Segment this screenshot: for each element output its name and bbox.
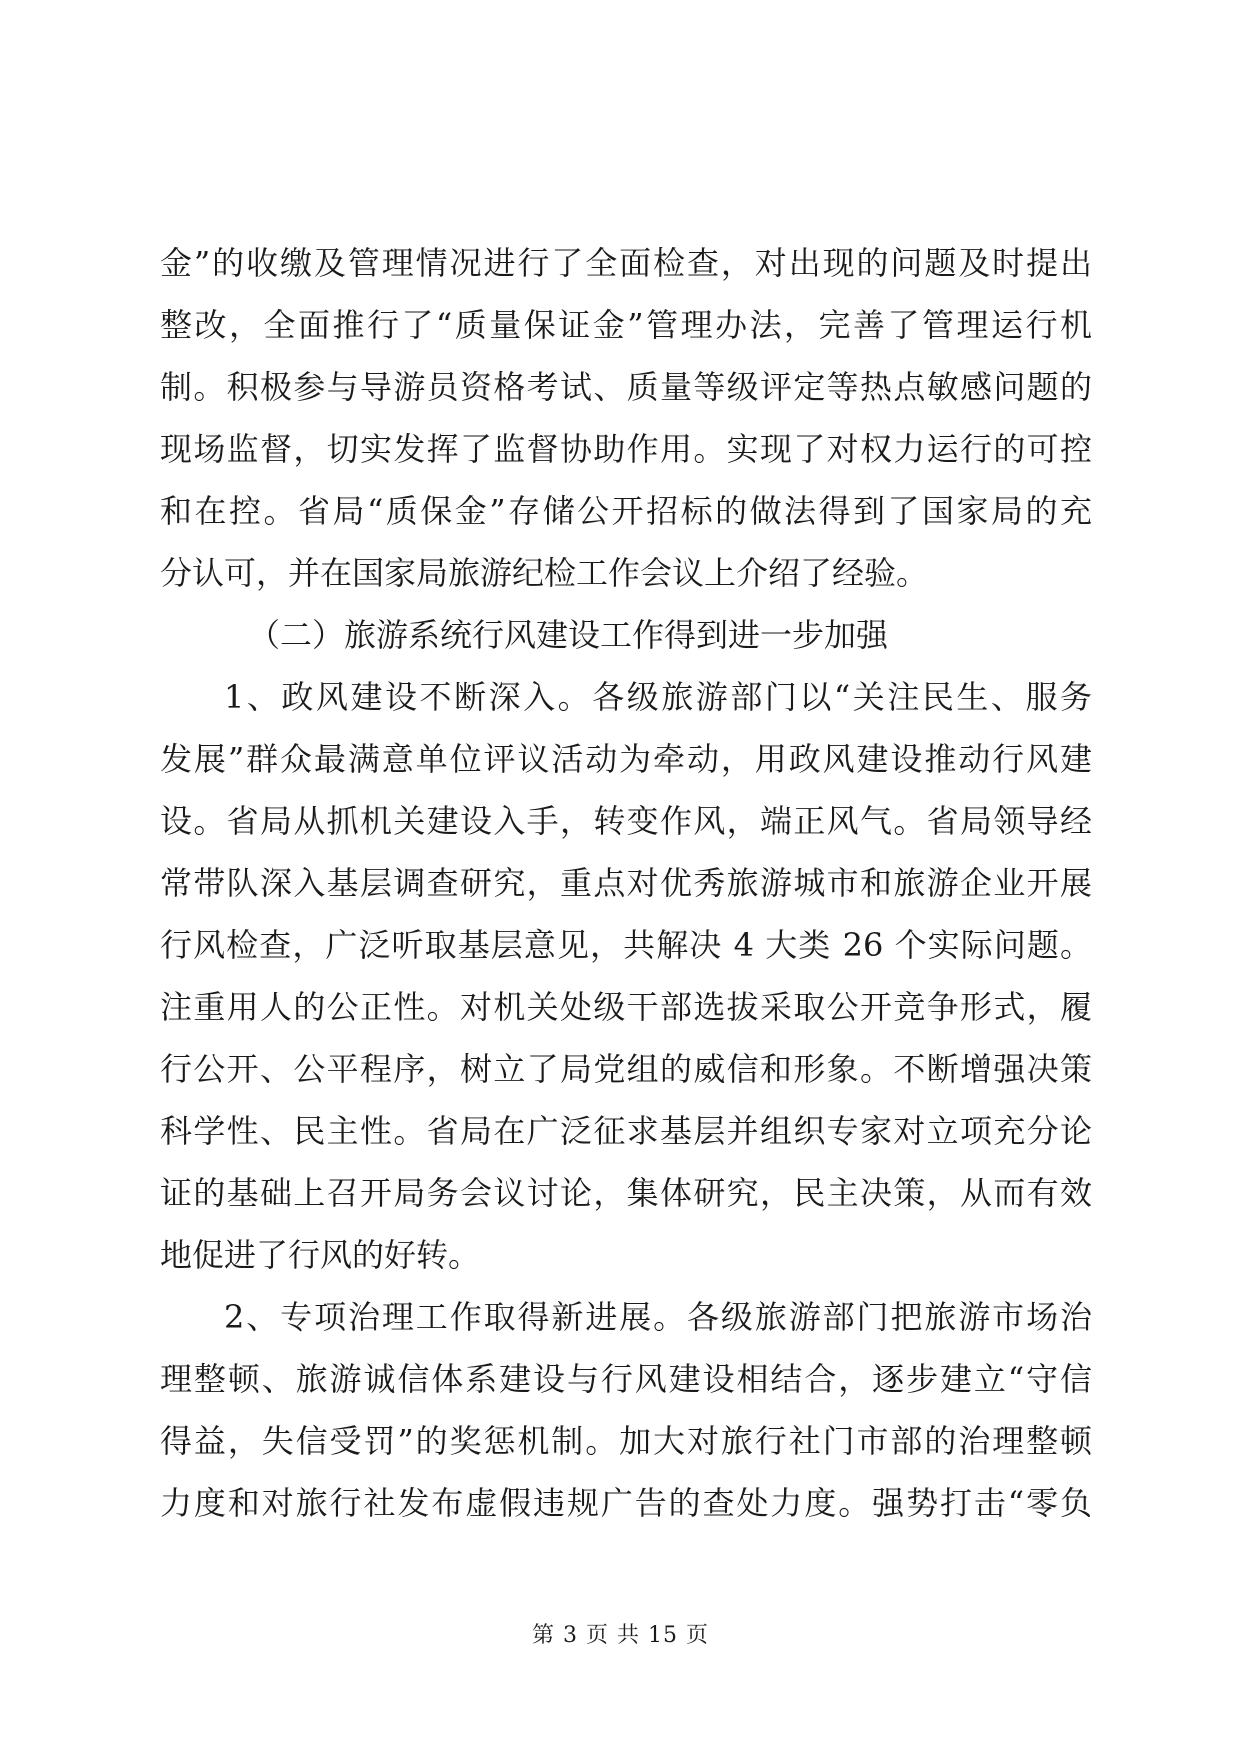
- paragraph-line: 行公开、公平程序，树立了局党组的威信和形象。不断增强决策: [160, 1050, 1092, 1088]
- section-heading: （二）旅游系统行风建设工作得到进一步加强: [248, 616, 889, 654]
- paragraph-line: 整改，全面推行了“质量保证金”管理办法，完善了管理运行机: [160, 306, 1092, 344]
- paragraph-line: 科学性、民主性。省局在广泛征求基层并组织专家对立项充分论: [160, 1112, 1092, 1150]
- paragraph-line: 得益，失信受罚”的奖惩机制。加大对旅行社门市部的治理整顿: [160, 1422, 1092, 1460]
- paragraph-line: 现场监督，切实发挥了监督协助作用。实现了对权力运行的可控: [160, 430, 1092, 468]
- page-number-footer: 第 3 页 共 15 页: [532, 1623, 709, 1648]
- paragraph-line: 常带队深入基层调查研究，重点对优秀旅游城市和旅游企业开展: [160, 864, 1092, 902]
- paragraph-line: 行风检查，广泛听取基层意见，共解决 4 大类 26 个实际问题。: [160, 926, 1092, 964]
- document-body: [160, 232, 1092, 1534]
- paragraph-line: 理整顿、旅游诚信体系建设与行风建设相结合，逐步建立“守信: [160, 1360, 1092, 1398]
- paragraph-line: 金”的收缴及管理情况进行了全面检查，对出现的问题及时提出: [160, 244, 1092, 282]
- paragraph-line: 地促进了行风的好转。: [160, 1236, 481, 1274]
- paragraph-line: 力度和对旅行社发布虚假违规广告的查处力度。强势打击“零负: [160, 1484, 1092, 1522]
- paragraph-line: 2、专项治理工作取得新进展。各级旅游部门把旅游市场治: [224, 1298, 1092, 1336]
- paragraph-line: 注重用人的公正性。对机关处级干部选拔采取公开竞争形式，履: [160, 988, 1092, 1026]
- paragraph-line: 设。省局从抓机关建设入手，转变作风，端正风气。省局领导经: [160, 802, 1092, 840]
- paragraph-line: 1、政风建设不断深入。各级旅游部门以“关注民生、服务: [224, 678, 1092, 716]
- paragraph-line: 制。积极参与导游员资格考试、质量等级评定等热点敏感问题的: [160, 368, 1092, 406]
- paragraph-line: 分认可，并在国家局旅游纪检工作会议上介绍了经验。: [160, 554, 929, 592]
- paragraph-line: 和在控。省局“质保金”存储公开招标的做法得到了国家局的充: [160, 492, 1092, 530]
- paragraph-line: 发展”群众最满意单位评议活动为牵动，用政风建设推动行风建: [160, 740, 1092, 778]
- paragraph-line: 证的基础上召开局务会议讨论，集体研究，民主决策，从而有效: [160, 1174, 1092, 1212]
